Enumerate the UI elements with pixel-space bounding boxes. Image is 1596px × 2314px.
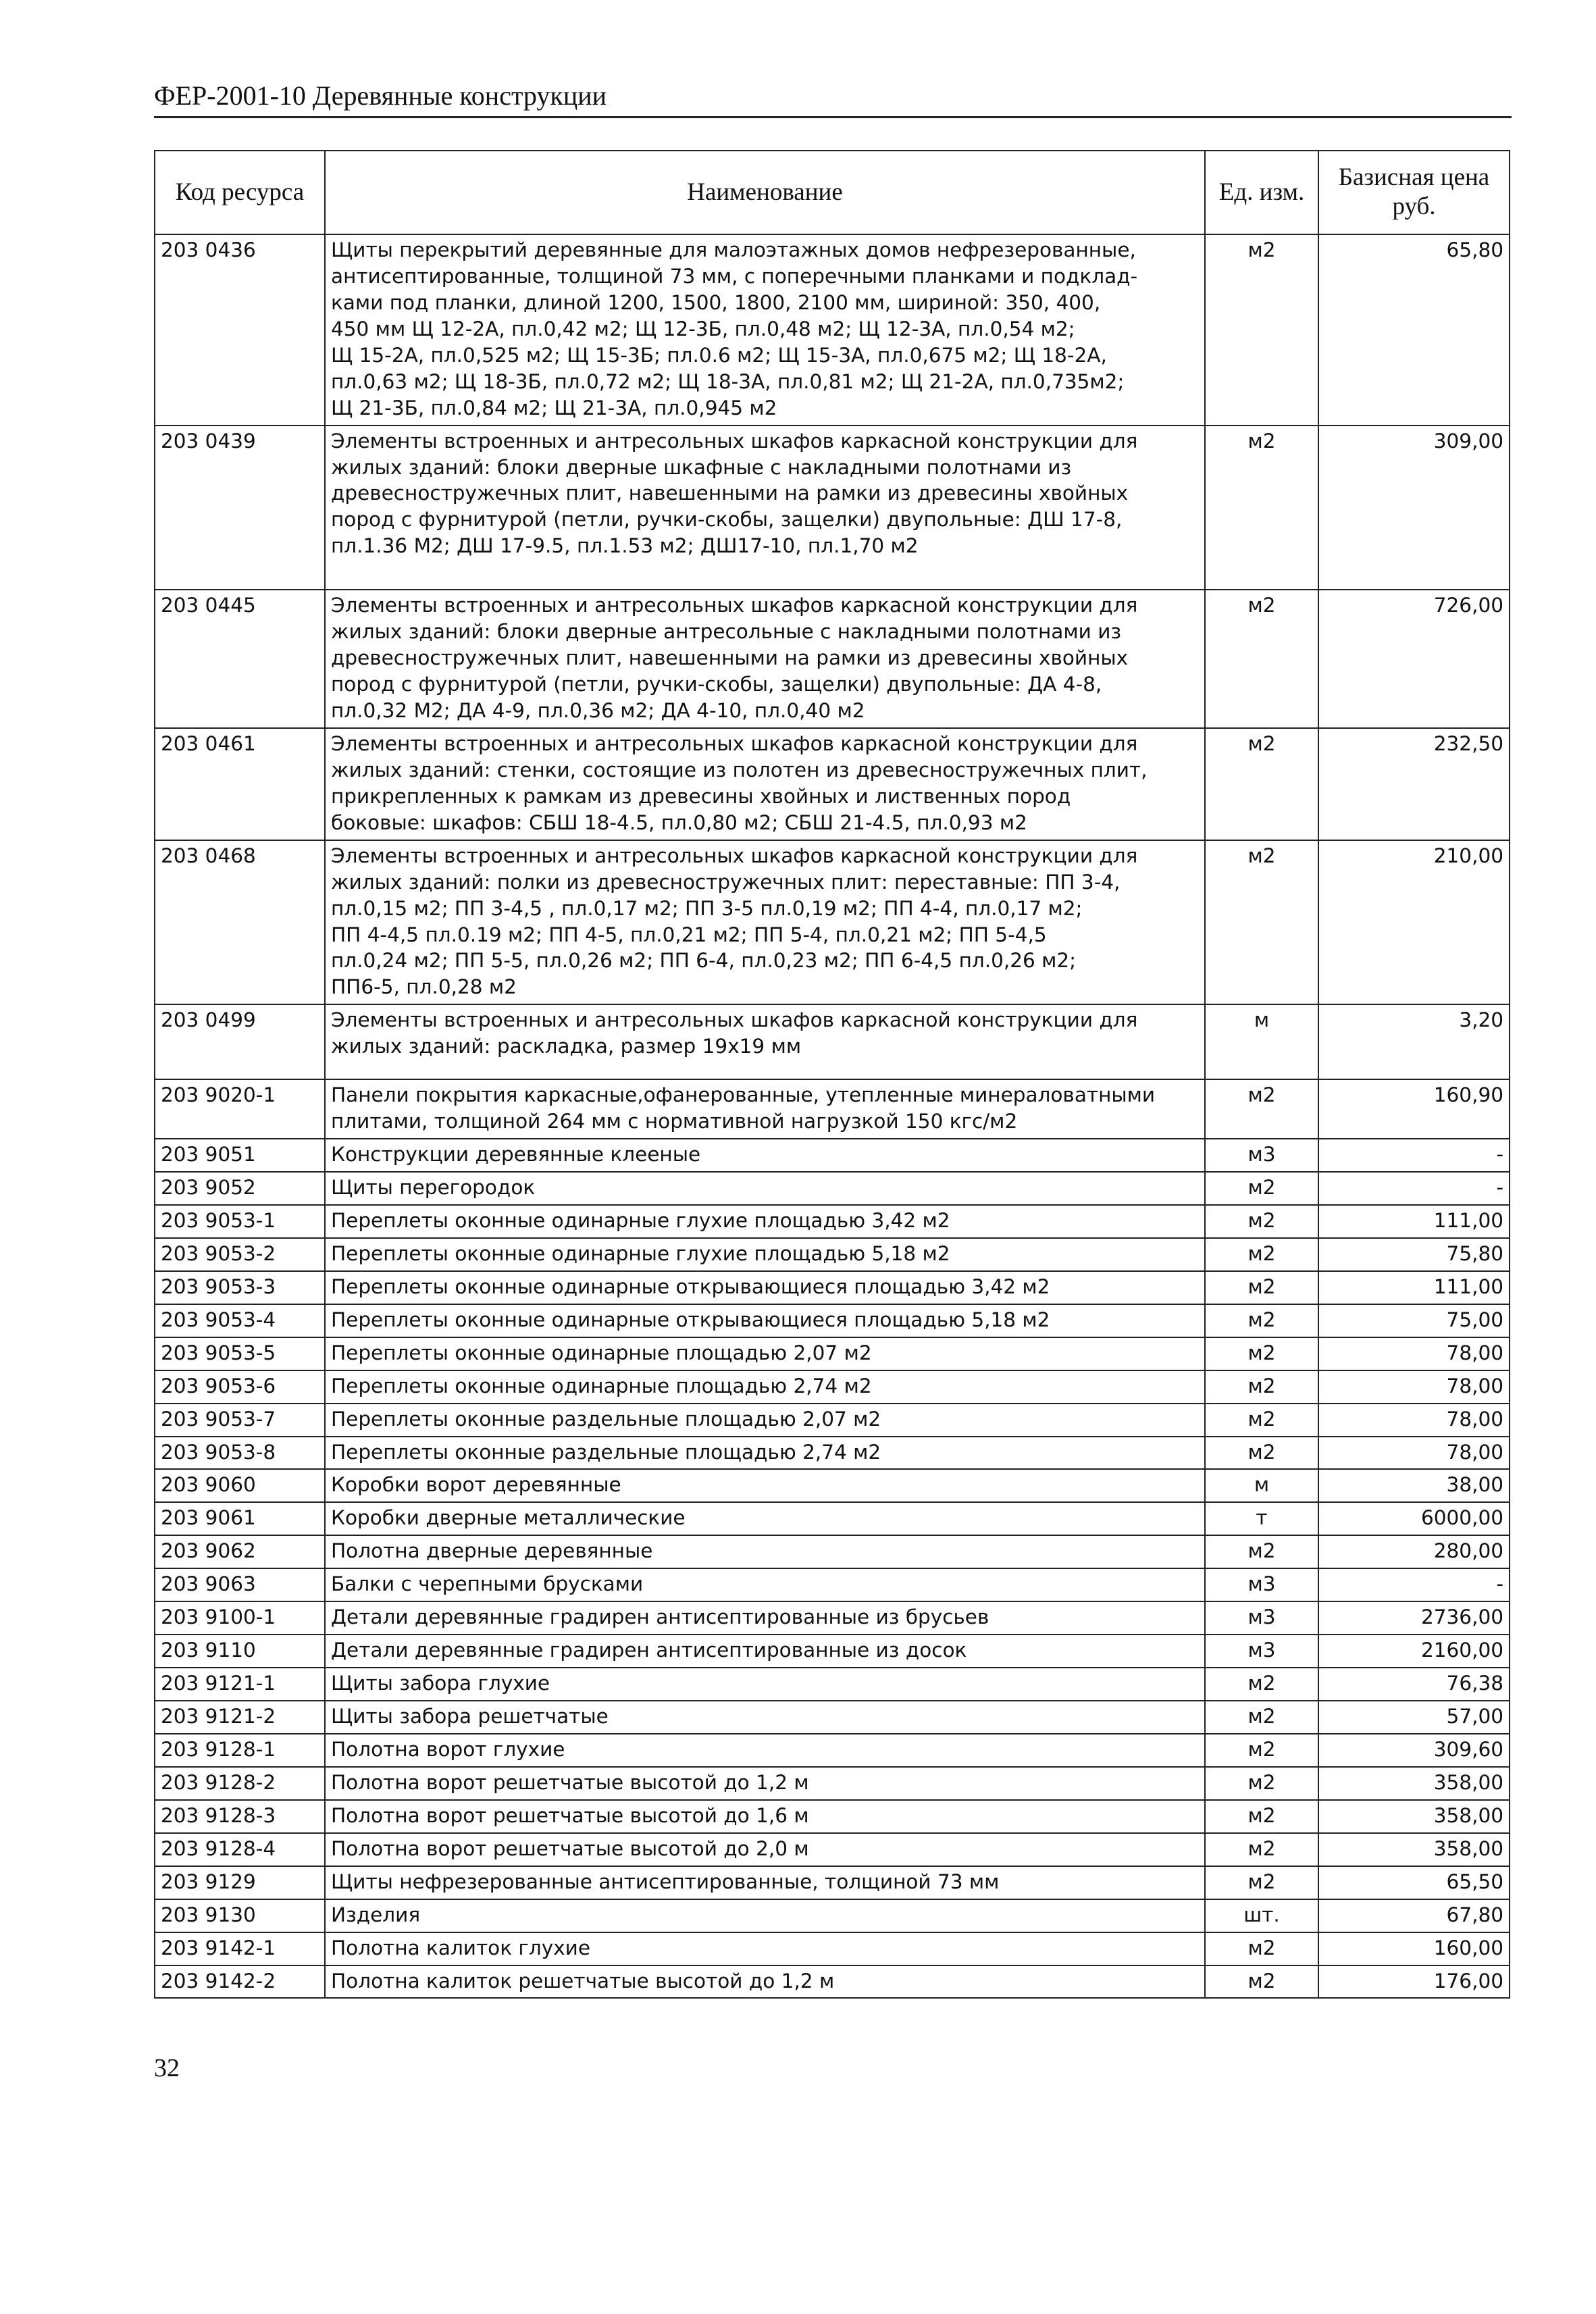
table-row	[155, 1701, 1510, 1734]
name-cell: Переплеты оконные одинарные открывающиеся площадью 3,42 м2	[325, 1271, 1205, 1304]
unit-cell: м2	[1205, 840, 1318, 1005]
name-cell: Панели покрытия каркасные,офанерованные, утепленные минераловатными плитами, толщиной 264 мм с нормативной нагрузкой 150 кгс/м2	[325, 1079, 1205, 1139]
table-row	[155, 1601, 1510, 1635]
price-cell: 76,38	[1318, 1668, 1510, 1701]
name-cell: Детали деревянные градирен антисептированные из брусьев	[325, 1601, 1205, 1635]
code-cell: 203 9061	[155, 1502, 325, 1535]
code-cell: 203 9128-4	[155, 1833, 325, 1866]
code-cell: 203 9060	[155, 1469, 325, 1502]
unit-cell: м2	[1205, 426, 1318, 590]
unit-cell: м3	[1205, 1139, 1318, 1172]
table-row	[155, 1404, 1510, 1437]
name-cell: Полотна калиток решетчатые высотой до 1,2 м	[325, 1965, 1205, 1999]
unit-cell: м2	[1205, 1932, 1318, 1965]
name-cell: Элементы встроенных и антресольных шкафов каркасной конструкции для жилых зданий: раскладка, размер 19х19 мм	[325, 1004, 1205, 1079]
price-cell: 78,00	[1318, 1404, 1510, 1437]
unit-cell: м2	[1205, 1404, 1318, 1437]
price-cell: 111,00	[1318, 1271, 1510, 1304]
name-cell: Элементы встроенных и антресольных шкафов каркасной конструкции для жилых зданий: блоки дверные антресольные с накладными полотнами из древесностружечных плит, навешенными на рамки из древесины хвойных пород с фурнитурой (петли, ручки-скобы, защелки) двупольные: ДА 4-8, пл.0,32 М2; ДА 4-9, пл.0,36 м2; ДА 4-10, пл.0,40 м2	[325, 590, 1205, 728]
column-header-unit: Ед. изм.	[1205, 151, 1318, 234]
page-header: ФЕР-2001-10 Деревянные конструкции	[154, 80, 607, 111]
unit-cell: м2	[1205, 590, 1318, 728]
name-cell: Переплеты оконные одинарные площадью 2,74 м2	[325, 1370, 1205, 1404]
name-cell: Элементы встроенных и антресольных шкафов каркасной конструкции для жилых зданий: полки из древесностружечных плит: переставные: ПП 3-4, пл.0,15 м2; ПП 3-4,5 , пл.0,17 м2; ПП 3-5 пл.0,19 м2; ПП 4-4, пл.0,17 м2; ПП 4-4,5 пл.0.19 м2; ПП 4-5, пл.0,21 м2; ПП 5-4, пл.0,21 м2; ПП 5-4,5 пл.0,24 м2; ПП 5-5, пл.0,26 м2; ПП 6-4, пл.0,23 м2; ПП 6-4,5 пл.0,26 м2; ПП6-5, пл.0,28 м2	[325, 840, 1205, 1005]
name-cell: Переплеты оконные одинарные открывающиеся площадью 5,18 м2	[325, 1304, 1205, 1337]
name-cell: Переплеты оконные одинарные глухие площадью 3,42 м2	[325, 1205, 1205, 1238]
price-cell: 160,00	[1318, 1932, 1510, 1965]
unit-cell: м2	[1205, 1535, 1318, 1568]
table-row	[155, 1899, 1510, 1932]
table-row	[155, 1437, 1510, 1470]
unit-cell: шт.	[1205, 1899, 1318, 1932]
price-cell: 358,00	[1318, 1833, 1510, 1866]
table-row	[155, 234, 1510, 426]
name-cell: Коробки ворот деревянные	[325, 1469, 1205, 1502]
table-row	[155, 1205, 1510, 1238]
table-row	[155, 1734, 1510, 1767]
price-cell: 78,00	[1318, 1437, 1510, 1470]
name-cell: Полотна калиток глухие	[325, 1932, 1205, 1965]
name-cell: Щиты нефрезерованные антисептированные, толщиной 73 мм	[325, 1866, 1205, 1899]
table-row	[155, 1271, 1510, 1304]
header-rule	[154, 116, 1512, 118]
name-cell: Щиты забора решетчатые	[325, 1701, 1205, 1734]
price-cell: 111,00	[1318, 1205, 1510, 1238]
resource-price-table	[154, 150, 1510, 1999]
unit-cell: м3	[1205, 1568, 1318, 1601]
column-header-name: Наименование	[325, 151, 1205, 234]
table-row	[155, 590, 1510, 728]
code-cell: 203 9100-1	[155, 1601, 325, 1635]
code-cell: 203 0445	[155, 590, 325, 728]
column-header-code: Код ресурса	[155, 151, 325, 234]
price-cell: 358,00	[1318, 1800, 1510, 1833]
table-row	[155, 728, 1510, 840]
table-row	[155, 1866, 1510, 1899]
table-header-row	[155, 151, 1510, 234]
price-cell: 75,80	[1318, 1238, 1510, 1271]
table-row	[155, 1502, 1510, 1535]
unit-cell: м2	[1205, 1238, 1318, 1271]
code-cell: 203 0439	[155, 426, 325, 590]
price-cell: -	[1318, 1172, 1510, 1205]
name-cell: Полотна ворот решетчатые высотой до 1,6 м	[325, 1800, 1205, 1833]
name-cell: Полотна ворот решетчатые высотой до 1,2 м	[325, 1767, 1205, 1800]
table-row	[155, 1965, 1510, 1999]
table-row	[155, 1767, 1510, 1800]
price-cell: 726,00	[1318, 590, 1510, 728]
price-cell: 3,20	[1318, 1004, 1510, 1079]
code-cell: 203 9130	[155, 1899, 325, 1932]
code-cell: 203 9121-1	[155, 1668, 325, 1701]
table-body	[155, 234, 1510, 1998]
code-cell: 203 9053-8	[155, 1437, 325, 1470]
price-cell: 75,00	[1318, 1304, 1510, 1337]
name-cell: Переплеты оконные раздельные площадью 2,74 м2	[325, 1437, 1205, 1470]
unit-cell: м2	[1205, 1079, 1318, 1139]
unit-cell: м	[1205, 1004, 1318, 1079]
name-cell: Переплеты оконные одинарные площадью 2,07 м2	[325, 1337, 1205, 1370]
unit-cell: т	[1205, 1502, 1318, 1535]
table-row	[155, 1833, 1510, 1866]
name-cell: Полотна дверные деревянные	[325, 1535, 1205, 1568]
table-row	[155, 1535, 1510, 1568]
table-row	[155, 1668, 1510, 1701]
price-cell: 309,60	[1318, 1734, 1510, 1767]
code-cell: 203 9128-2	[155, 1767, 325, 1800]
code-cell: 203 9128-1	[155, 1734, 325, 1767]
price-cell: 78,00	[1318, 1337, 1510, 1370]
table-row	[155, 1568, 1510, 1601]
unit-cell: м3	[1205, 1601, 1318, 1635]
price-cell: 65,80	[1318, 234, 1510, 426]
price-cell: 2736,00	[1318, 1601, 1510, 1635]
price-cell: 67,80	[1318, 1899, 1510, 1932]
price-cell: 176,00	[1318, 1965, 1510, 1999]
price-cell: 232,50	[1318, 728, 1510, 840]
unit-cell: м2	[1205, 1205, 1318, 1238]
code-cell: 203 9129	[155, 1866, 325, 1899]
unit-cell: м2	[1205, 1701, 1318, 1734]
table-row	[155, 1139, 1510, 1172]
name-cell: Щиты забора глухие	[325, 1668, 1205, 1701]
code-cell: 203 9053-6	[155, 1370, 325, 1404]
price-cell: 160,90	[1318, 1079, 1510, 1139]
page-number: 32	[154, 2054, 180, 2082]
price-cell: 38,00	[1318, 1469, 1510, 1502]
unit-cell: м	[1205, 1469, 1318, 1502]
code-cell: 203 9062	[155, 1535, 325, 1568]
table-row	[155, 840, 1510, 1005]
code-cell: 203 9053-3	[155, 1271, 325, 1304]
price-cell: 6000,00	[1318, 1502, 1510, 1535]
price-cell: 309,00	[1318, 426, 1510, 590]
code-cell: 203 9128-3	[155, 1800, 325, 1833]
table-row	[155, 1004, 1510, 1079]
code-cell: 203 9142-2	[155, 1965, 325, 1999]
code-cell: 203 9053-5	[155, 1337, 325, 1370]
unit-cell: м2	[1205, 1271, 1318, 1304]
name-cell: Детали деревянные градирен антисептированные из досок	[325, 1635, 1205, 1668]
name-cell: Изделия	[325, 1899, 1205, 1932]
price-cell: 280,00	[1318, 1535, 1510, 1568]
unit-cell: м2	[1205, 1767, 1318, 1800]
table-row	[155, 1469, 1510, 1502]
table-row	[155, 1337, 1510, 1370]
name-cell: Щиты перекрытий деревянные для малоэтажных домов нефрезерованные, антисептированные, толщиной 73 мм, с поперечными планками и подклад- ками под планки, длиной 1200, 1500, 1800, 2100 мм, шириной: 350, 400, 450 мм Щ 12-2А, пл.0,42 м2; Щ 12-3Б, пл.0,48 м2; Щ 12-3А, пл.0,54 м2; Щ 15-2А, пл.0,525 м2; Щ 15-3Б; пл.0.6 м2; Щ 15-3А, пл.0,675 м2; Щ 18-2А, пл.0,63 м2; Щ 18-3Б, пл.0,72 м2; Щ 18-3А, пл.0,81 м2; Щ 21-2А, пл.0,735м2; Щ 21-3Б, пл.0,84 м2; Щ 21-3А, пл.0,945 м2	[325, 234, 1205, 426]
code-cell: 203 9053-7	[155, 1404, 325, 1437]
name-cell: Полотна ворот решетчатые высотой до 2,0 м	[325, 1833, 1205, 1866]
table-row	[155, 1172, 1510, 1205]
name-cell: Щиты перегородок	[325, 1172, 1205, 1205]
unit-cell: м2	[1205, 1370, 1318, 1404]
code-cell: 203 9020-1	[155, 1079, 325, 1139]
unit-cell: м2	[1205, 1437, 1318, 1470]
table-row	[155, 1238, 1510, 1271]
unit-cell: м2	[1205, 1866, 1318, 1899]
table-row	[155, 1079, 1510, 1139]
table-row	[155, 1800, 1510, 1833]
table-row	[155, 426, 1510, 590]
name-cell: Конструкции деревянные клееные	[325, 1139, 1205, 1172]
table-row	[155, 1370, 1510, 1404]
column-header-price: Базисная цена руб.	[1318, 151, 1510, 234]
code-cell: 203 9063	[155, 1568, 325, 1601]
unit-cell: м2	[1205, 1800, 1318, 1833]
name-cell: Элементы встроенных и антресольных шкафов каркасной конструкции для жилых зданий: стенки, состоящие из полотен из древесностружечных плит, прикрепленных к рамкам из древесины хвойных и лиственных пород боковые: шкафов: СБШ 18-4.5, пл.0,80 м2; СБШ 21-4.5, пл.0,93 м2	[325, 728, 1205, 840]
name-cell: Переплеты оконные одинарные глухие площадью 5,18 м2	[325, 1238, 1205, 1271]
unit-cell: м2	[1205, 1965, 1318, 1999]
price-cell: 210,00	[1318, 840, 1510, 1005]
code-cell: 203 9142-1	[155, 1932, 325, 1965]
unit-cell: м2	[1205, 1833, 1318, 1866]
table-row	[155, 1304, 1510, 1337]
code-cell: 203 0436	[155, 234, 325, 426]
name-cell: Полотна ворот глухие	[325, 1734, 1205, 1767]
price-cell: -	[1318, 1568, 1510, 1601]
unit-cell: м2	[1205, 1734, 1318, 1767]
name-cell: Коробки дверные металлические	[325, 1502, 1205, 1535]
unit-cell: м2	[1205, 234, 1318, 426]
code-cell: 203 9110	[155, 1635, 325, 1668]
code-cell: 203 0499	[155, 1004, 325, 1079]
unit-cell: м3	[1205, 1635, 1318, 1668]
code-cell: 203 0468	[155, 840, 325, 1005]
price-cell: 2160,00	[1318, 1635, 1510, 1668]
price-cell: 57,00	[1318, 1701, 1510, 1734]
code-cell: 203 0461	[155, 728, 325, 840]
price-cell: 358,00	[1318, 1767, 1510, 1800]
name-cell: Элементы встроенных и антресольных шкафов каркасной конструкции для жилых зданий: блоки дверные шкафные с накладными полотнами из древесностружечных плит, навешенными на рамки из древесины хвойных пород с фурнитурой (петли, ручки-скобы, защелки) двупольные: ДШ 17-8, пл.1.36 М2; ДШ 17-9.5, пл.1.53 м2; ДШ17-10, пл.1,70 м2	[325, 426, 1205, 590]
code-cell: 203 9121-2	[155, 1701, 325, 1734]
table-row	[155, 1932, 1510, 1965]
unit-cell: м2	[1205, 728, 1318, 840]
price-cell: -	[1318, 1139, 1510, 1172]
unit-cell: м2	[1205, 1304, 1318, 1337]
unit-cell: м2	[1205, 1172, 1318, 1205]
code-cell: 203 9051	[155, 1139, 325, 1172]
code-cell: 203 9053-2	[155, 1238, 325, 1271]
name-cell: Балки с черепными брусками	[325, 1568, 1205, 1601]
name-cell: Переплеты оконные раздельные площадью 2,07 м2	[325, 1404, 1205, 1437]
code-cell: 203 9053-1	[155, 1205, 325, 1238]
price-cell: 78,00	[1318, 1370, 1510, 1404]
code-cell: 203 9052	[155, 1172, 325, 1205]
price-cell: 65,50	[1318, 1866, 1510, 1899]
table-row	[155, 1635, 1510, 1668]
code-cell: 203 9053-4	[155, 1304, 325, 1337]
unit-cell: м2	[1205, 1337, 1318, 1370]
unit-cell: м2	[1205, 1668, 1318, 1701]
